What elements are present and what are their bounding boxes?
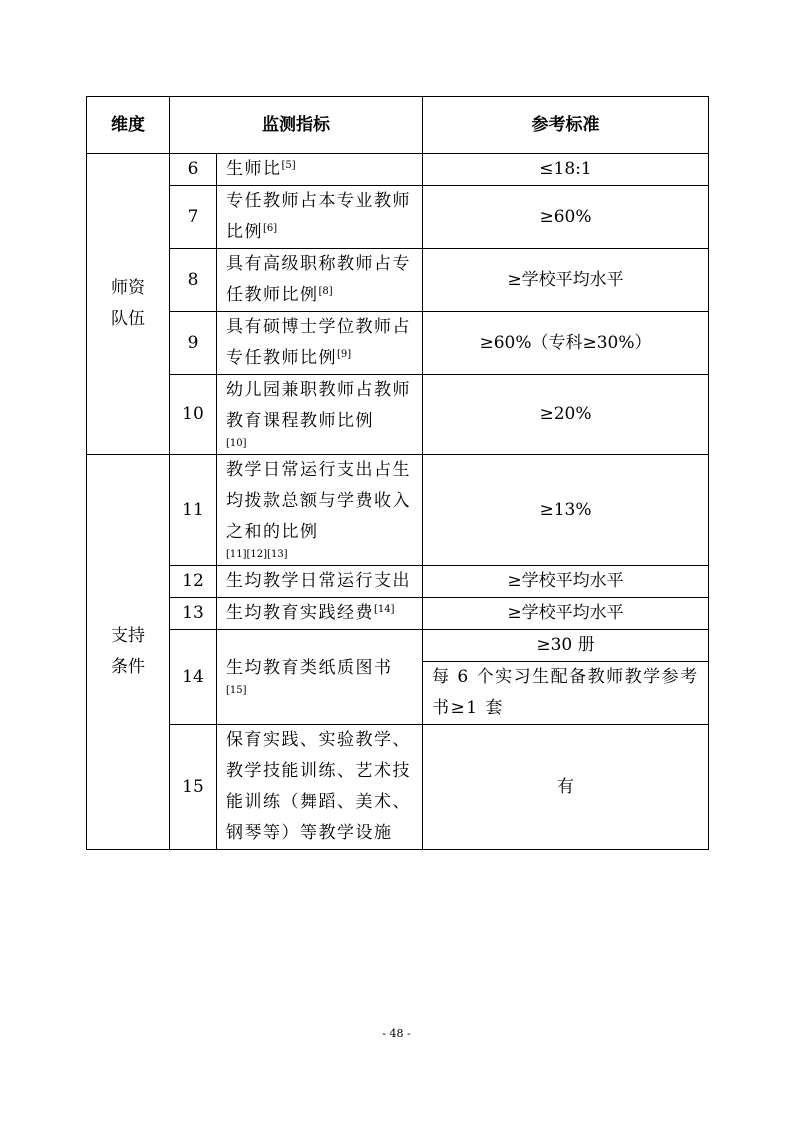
indicator-cell — [217, 566, 423, 598]
row-number: 7 — [170, 186, 217, 249]
footnote-ref: [11][12][13] — [226, 549, 288, 560]
header-dimension: 维度 — [87, 97, 170, 154]
row-number: 6 — [170, 154, 217, 186]
standard-cell: ≥20% — [423, 375, 709, 455]
monitoring-indicator-table — [86, 96, 709, 850]
indicator-text: 幼儿园兼职教师占教师教育课程教师比例 — [226, 380, 411, 431]
row-number: 10 — [170, 375, 217, 455]
header-standard: 参考标准 — [423, 97, 709, 154]
section-name: 支持条件 — [111, 626, 145, 677]
standard-cell: ≥13% — [423, 455, 709, 566]
footnote-ref: [5] — [281, 160, 296, 171]
row-number: 13 — [170, 598, 217, 630]
indicator-text: 生均教学日常运行支出 — [226, 571, 411, 591]
standard-cell: ≥学校平均水平 — [423, 598, 709, 630]
standard-cell: 有 — [423, 725, 709, 850]
row-number: 15 — [170, 725, 217, 850]
section-name: 师资队伍 — [111, 278, 145, 329]
table-row — [87, 598, 709, 630]
indicator-cell — [217, 598, 423, 630]
footnote-ref: [8] — [318, 286, 333, 297]
standard-cell: ≥学校平均水平 — [423, 566, 709, 598]
indicator-text: 生均教育类纸质图书 — [226, 658, 393, 678]
row-number: 14 — [170, 630, 217, 725]
standard-cell: ≥30 册 — [423, 630, 709, 662]
footnote-ref: [9] — [337, 349, 352, 360]
footnote-ref: [10] — [226, 438, 247, 449]
table-row — [87, 186, 709, 249]
section-faculty — [87, 154, 170, 455]
indicator-text: 专任教师占本专业教师比例 — [226, 191, 411, 242]
footnote-ref: [15] — [226, 685, 247, 696]
footnote-ref: [14] — [374, 604, 395, 615]
indicator-text: 教学日常运行支出占生均拨款总额与学费收入之和的比例 — [226, 460, 411, 542]
indicator-text: 生师比 — [226, 159, 282, 179]
indicator-cell — [217, 249, 423, 312]
row-number: 11 — [170, 455, 217, 566]
indicator-cell — [217, 455, 423, 566]
table-row — [87, 725, 709, 850]
row-number: 8 — [170, 249, 217, 312]
indicator-text: 具有高级职称教师占专任教师比例 — [226, 254, 411, 305]
standard-cell: ≤18:1 — [423, 154, 709, 186]
table-header-row — [87, 97, 709, 154]
row-number: 9 — [170, 312, 217, 375]
indicator-cell — [217, 630, 423, 725]
table-row — [87, 375, 709, 455]
indicator-text: 具有硕博士学位教师占专任教师比例 — [226, 317, 411, 368]
table-row — [87, 312, 709, 375]
section-support — [87, 455, 170, 850]
indicator-text: 保育实践、实验教学、教学技能训练、艺术技能训练（舞蹈、美术、钢琴等）等教学设施 — [226, 730, 411, 843]
standard-cell: ≥60%（专科≥30%） — [423, 312, 709, 375]
standard-cell: 每 6 个实习生配备教师教学参考书≥1 套 — [423, 662, 709, 725]
header-indicator: 监测指标 — [170, 97, 423, 154]
footnote-ref: [6] — [263, 223, 278, 234]
table-row — [87, 249, 709, 312]
page-number: - 48 - — [382, 1027, 411, 1040]
indicator-cell — [217, 186, 423, 249]
indicator-cell — [217, 725, 423, 850]
indicator-text: 生均教育实践经费 — [226, 603, 374, 623]
row-number: 12 — [170, 566, 217, 598]
indicator-cell — [217, 154, 423, 186]
table-row — [87, 455, 709, 566]
indicator-cell — [217, 375, 423, 455]
indicator-cell — [217, 312, 423, 375]
table-row — [87, 566, 709, 598]
table-row — [87, 630, 709, 662]
standard-cell: ≥60% — [423, 186, 709, 249]
standard-cell: ≥学校平均水平 — [423, 249, 709, 312]
table-row — [87, 154, 709, 186]
